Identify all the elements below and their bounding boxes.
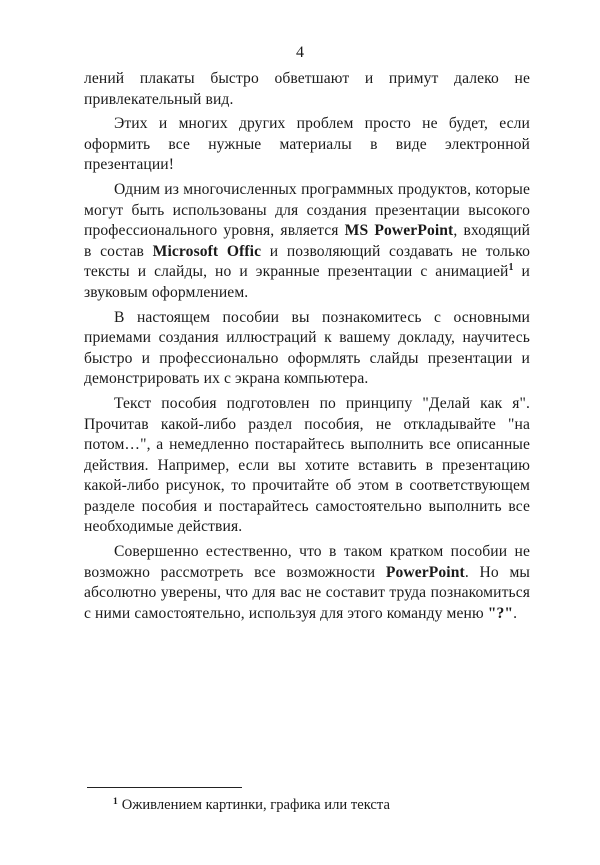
footnote-text: Оживлением картинки, графика или текста <box>121 797 390 813</box>
body-text <box>84 69 530 628</box>
paragraph <box>84 394 530 538</box>
paragraph-text: , входящий в состав <box>84 222 531 260</box>
paragraph-text: лений плакаты быстро обветшают и примут далеко не привлекательный вид. <box>84 70 530 108</box>
footnote <box>113 796 390 814</box>
paragraph <box>84 114 530 176</box>
bold-term: "?" <box>487 604 514 622</box>
footnote-marker: 1 <box>113 797 118 807</box>
paragraph-text: В настоящем пособии вы познакомитесь с основными приемами создания иллюстраций к вашему докладу, научитесь быстро и профессионально оформлять слайды презентации и демонстрировать их с экрана компьютера. <box>84 308 530 388</box>
paragraph-text: и позволяющий создавать не только тексты и слайды, но и экранные презентации с анимацией <box>84 242 530 281</box>
paragraph-text: Совершенно естественно, что в таком кратком пособии не возможно рассмотреть все возможности <box>84 543 530 581</box>
paragraph <box>84 180 530 304</box>
bold-term: PowerPoint <box>385 563 465 581</box>
footnote-separator <box>87 787 242 788</box>
bold-term: Microsoft Offic <box>152 242 262 260</box>
paragraph-text: и звуковым оформлением. <box>84 263 530 301</box>
paragraph-text: Одним из многочисленных программных продуктов, которые могут быть использованы для создания презентации высокого профессионального уровня, является <box>84 180 530 240</box>
paragraph <box>84 69 530 110</box>
paragraph-text: Этих и многих других проблем просто не будет, если оформить все нужные материалы в виде электронной презентации! <box>84 115 530 174</box>
paragraph-text: Текст пособия подготовлен по принципу "Делай как я". Прочитав какой-либо раздел пособия, не откладывайте "на потом…", а немедленно постарайтесь выполнить все описанные действия. Например, если вы хотите вставить в презентацию какой-либо рисунок, то прочитайте об этом в соответствующем разделе пособия и постарайтесь самостоятельно выполнить все необходимые действия. <box>84 394 530 536</box>
page-number: 4 <box>296 44 304 61</box>
footnote-reference: 1 <box>508 262 514 274</box>
paragraph-text: . Но мы абсолютно уверены, что для вас не составит труда познакомиться с ними самостоятельно, используя для этого команду меню <box>84 563 530 622</box>
paragraph <box>84 542 530 624</box>
paragraph <box>84 308 530 390</box>
bold-term: MS PowerPoint <box>344 222 454 240</box>
paragraph-text: . <box>513 604 518 622</box>
